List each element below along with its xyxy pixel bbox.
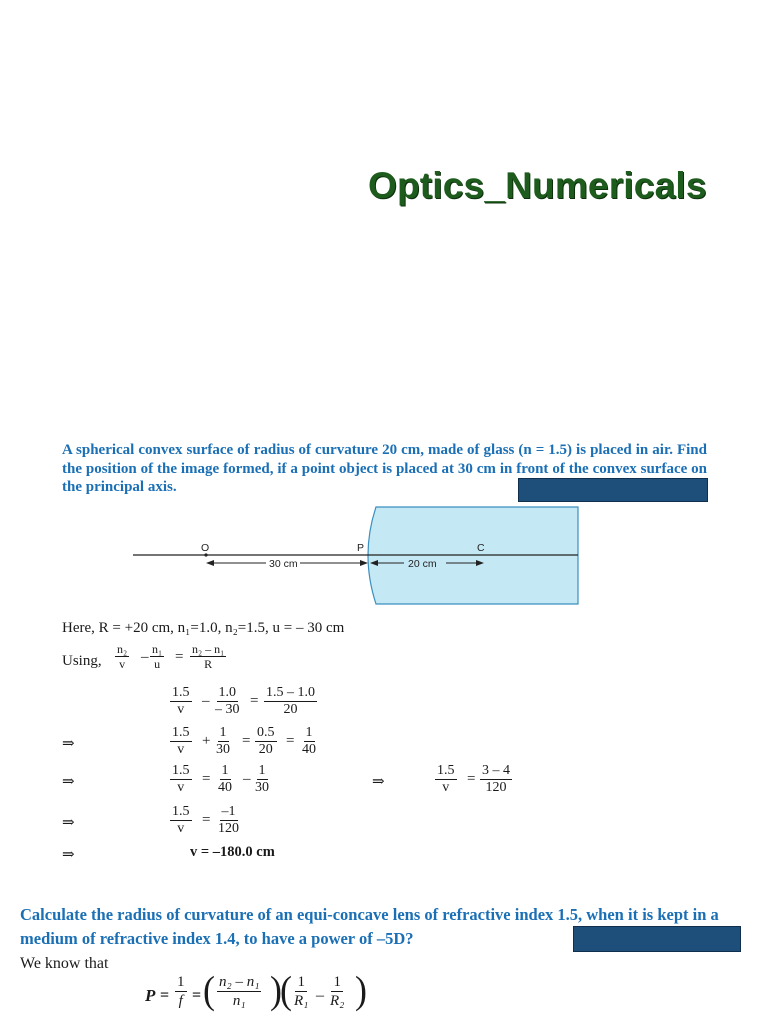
- numerator: 1: [177, 974, 185, 990]
- numerator: n₁: [152, 642, 163, 656]
- numerator: 1.5: [437, 763, 455, 778]
- implies-arrow: ⇒: [372, 774, 385, 790]
- given-values: Here, R = +20 cm, n₁=1.0, n₂=1.5, u = – 30 cm: [62, 620, 345, 636]
- denominator: v: [119, 657, 126, 671]
- denominator: 20: [258, 742, 273, 757]
- label-30cm: 30 cm: [269, 558, 298, 570]
- numerator: 1: [221, 763, 229, 778]
- fraction: [480, 763, 512, 796]
- operator: =: [192, 987, 202, 1004]
- denominator: R: [204, 657, 213, 671]
- denominator: 40: [302, 742, 316, 757]
- denominator: 40: [218, 780, 232, 795]
- operator: =: [286, 733, 295, 749]
- numerator: 1.5: [172, 685, 190, 700]
- numerator: 1: [258, 763, 266, 778]
- fraction: [292, 973, 310, 1010]
- operator: –: [316, 987, 324, 1004]
- operator: =: [160, 987, 170, 1004]
- numerator: 1: [305, 725, 313, 740]
- fraction: [170, 685, 192, 718]
- fraction: [170, 804, 192, 837]
- fraction: [170, 725, 192, 758]
- fraction: [216, 804, 241, 837]
- fraction: [175, 973, 187, 1010]
- numerator: n₂ – n₁: [219, 974, 260, 990]
- denominator: 30: [216, 742, 230, 757]
- fraction: [435, 763, 457, 796]
- left-paren: (: [203, 968, 215, 1012]
- implies-arrow: ⇒: [62, 815, 75, 831]
- numerator: 1.5: [172, 763, 190, 778]
- fraction: [253, 763, 271, 796]
- fraction: [115, 642, 129, 671]
- denominator: n₁: [232, 993, 246, 1009]
- fraction: [264, 685, 317, 718]
- operator: –: [202, 693, 210, 709]
- implies-arrow: ⇒: [62, 847, 75, 863]
- denominator: v: [177, 821, 185, 836]
- right-paren: ): [270, 968, 282, 1012]
- question-2: Calculate the radius of curvature of an equi-concave lens of refractive index 1.5, when it is kept in a medium of refractive index 1.4, to have a power of –5D?: [20, 905, 719, 948]
- implies-arrow: ⇒: [62, 736, 75, 752]
- numerator: 1.5: [172, 725, 190, 740]
- operator: –: [141, 649, 149, 665]
- label-o: O: [201, 542, 210, 554]
- operator: =: [242, 733, 251, 749]
- page-title: Optics_Numericals: [368, 165, 707, 206]
- numerator: 1.5 – 1.0: [266, 685, 315, 700]
- denominator: v: [177, 742, 185, 757]
- fraction: [255, 725, 277, 758]
- fraction: [214, 725, 232, 758]
- fraction: [213, 685, 242, 718]
- left-paren: (: [280, 968, 292, 1012]
- numerator: 1: [333, 974, 341, 990]
- operator: –: [243, 771, 251, 787]
- denominator: v: [442, 780, 450, 795]
- operator: =: [202, 812, 211, 828]
- result-v: v = –180.0 cm: [190, 844, 275, 860]
- we-know-label: We know that: [20, 955, 109, 972]
- denominator: 120: [485, 780, 507, 795]
- question-1: A spherical convex surface of radius of curvature 20 cm, made of glass (n = 1.5) is placed in air. Find the position of the image formed, if a point object is placed at 30 cm in front of the convex surface on the principal axis.: [62, 442, 707, 495]
- operator: =: [202, 771, 211, 787]
- numerator: 3 – 4: [482, 763, 510, 778]
- denominator: 30: [255, 780, 269, 795]
- numerator: –1: [221, 804, 236, 819]
- operator: =: [250, 693, 259, 709]
- fraction: [190, 642, 226, 671]
- fraction: [300, 725, 318, 758]
- fraction: [328, 973, 346, 1010]
- using-label: Using,: [62, 653, 102, 669]
- fraction: [170, 763, 192, 796]
- denominator: R₂: [330, 993, 345, 1009]
- denominator: v: [177, 780, 185, 795]
- redaction-box: [573, 926, 741, 952]
- power-symbol: P: [145, 986, 156, 1005]
- numerator: 1.5: [172, 804, 190, 819]
- denominator: f: [178, 993, 183, 1009]
- denominator: 20: [283, 702, 298, 717]
- label-p: P: [357, 542, 365, 554]
- operator: =: [175, 649, 184, 665]
- denominator: u: [154, 657, 161, 671]
- redaction-box: [518, 478, 708, 502]
- numerator: n₂: [117, 642, 128, 656]
- label-20cm: 20 cm: [408, 558, 437, 570]
- denominator: 120: [218, 821, 239, 836]
- label-c: C: [477, 542, 485, 554]
- numerator: n₂ – n₁: [192, 642, 225, 656]
- fraction: [150, 642, 164, 671]
- denominator: v: [177, 702, 185, 717]
- denominator: – 30: [215, 702, 240, 717]
- fraction: [217, 973, 261, 1010]
- implies-arrow: ⇒: [62, 774, 75, 790]
- fraction: [216, 763, 234, 796]
- numerator: 1: [297, 974, 305, 990]
- operator: =: [467, 771, 476, 787]
- refraction-diagram: [128, 505, 583, 605]
- denominator: R₁: [294, 993, 309, 1009]
- numerator: 1.0: [218, 685, 236, 700]
- numerator: 1: [219, 725, 227, 740]
- operator: +: [202, 733, 211, 749]
- right-paren: ): [355, 968, 367, 1012]
- numerator: 0.5: [257, 725, 275, 740]
